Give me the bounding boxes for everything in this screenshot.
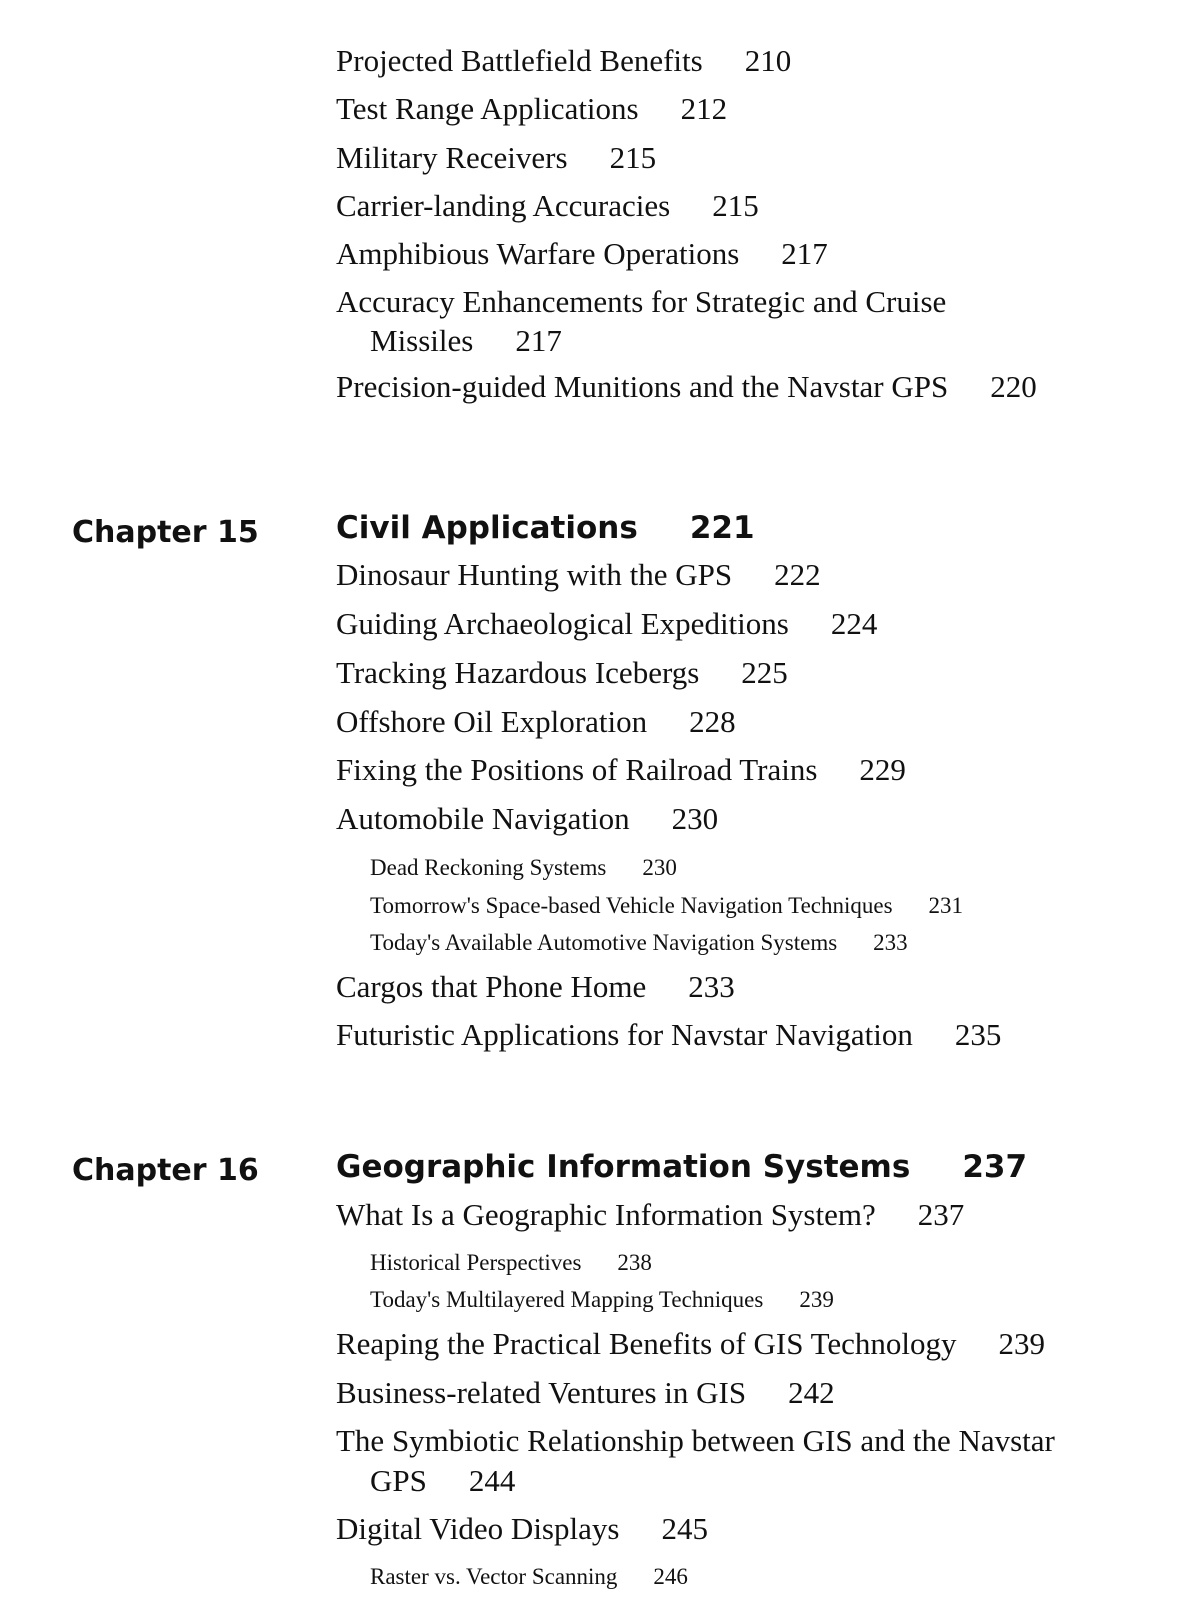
entry-title-continued: Missiles <box>370 323 474 358</box>
toc-subentry <box>370 853 677 883</box>
entry-page: 239 <box>998 1326 1046 1361</box>
entry-page: 246 <box>653 1564 688 1589</box>
chapter-15-label: Chapter 15 <box>72 515 259 550</box>
toc-entry <box>336 703 736 741</box>
entry-page: 217 <box>515 323 562 358</box>
entry-page: 238 <box>617 1250 652 1275</box>
entry-page: 237 <box>917 1197 965 1232</box>
entry-title: Projected Battlefield Benefits <box>336 43 703 78</box>
entry-page: 230 <box>642 855 677 880</box>
toc-subentry <box>370 1562 688 1592</box>
toc-entry <box>336 1510 708 1548</box>
entry-title: Carrier-landing Accuracies <box>336 188 671 223</box>
entry-title: Dinosaur Hunting with the GPS <box>336 557 733 592</box>
entry-title: Tomorrow's Space-based Vehicle Navigation Techniques <box>370 893 893 918</box>
entry-title: Precision-guided Munitions and the Navstar GPS <box>336 369 949 404</box>
entry-page: 233 <box>873 930 908 955</box>
toc-entry <box>336 235 828 273</box>
toc-entry <box>336 368 1037 406</box>
toc-entry <box>336 556 821 594</box>
toc-entry <box>336 1016 1001 1054</box>
entry-title: Historical Perspectives <box>370 1250 582 1275</box>
entry-title: What Is a Geographic Information System? <box>336 1197 876 1232</box>
entry-page: 215 <box>609 140 657 175</box>
entry-title-continued: GPS <box>370 1463 427 1498</box>
entry-page: 239 <box>799 1287 834 1312</box>
entry-title: Military Receivers <box>336 140 568 175</box>
entry-page: 231 <box>928 893 964 918</box>
toc-entry <box>336 90 727 128</box>
entry-title: Tracking Hazardous Icebergs <box>336 655 700 690</box>
toc-entry <box>336 654 788 692</box>
entry-page: 220 <box>990 369 1037 404</box>
toc-entry <box>336 283 946 321</box>
entry-title: Dead Reckoning Systems <box>370 855 607 880</box>
entry-title: Business-related Ventures in GIS <box>336 1375 747 1410</box>
entry-page: 215 <box>712 188 759 223</box>
entry-page: 222 <box>774 557 821 592</box>
entry-title: Guiding Archaeological Expeditions <box>336 606 789 641</box>
toc-entry-continuation <box>370 322 562 360</box>
toc-entry <box>336 42 791 80</box>
entry-page: 245 <box>661 1511 708 1546</box>
entry-page: 224 <box>830 606 878 641</box>
chapter-title: Civil Applications <box>336 510 638 546</box>
entry-page: 225 <box>741 655 788 690</box>
chapter-page: 221 <box>689 510 755 546</box>
toc-entry <box>336 968 735 1006</box>
chapter-16-heading <box>336 1148 1027 1186</box>
chapter-15-heading <box>336 509 755 547</box>
toc-subentry <box>370 1248 652 1278</box>
toc-entry <box>336 1325 1045 1363</box>
chapter-16-label: Chapter 16 <box>72 1153 259 1188</box>
entry-page: 217 <box>781 236 828 271</box>
entry-page: 244 <box>468 1463 516 1498</box>
toc-subentry <box>370 1285 834 1315</box>
entry-page: 229 <box>859 752 906 787</box>
toc-entry <box>336 605 877 643</box>
entry-title: The Symbiotic Relationship between GIS and the Navstar <box>336 1423 1055 1458</box>
toc-entry <box>336 139 656 177</box>
entry-page: 210 <box>744 43 792 78</box>
chapter-title: Geographic Information Systems <box>336 1149 911 1185</box>
entry-title: Offshore Oil Exploration <box>336 704 648 739</box>
toc-subentry <box>370 928 908 958</box>
toc-entry-continuation <box>370 1462 515 1500</box>
entry-title: Amphibious Warfare Operations <box>336 236 740 271</box>
entry-title: Digital Video Displays <box>336 1511 620 1546</box>
entry-page: 235 <box>954 1017 1002 1052</box>
toc-entry <box>336 1196 964 1234</box>
entry-page: 212 <box>680 91 728 126</box>
entry-title: Test Range Applications <box>336 91 639 126</box>
entry-title: Accuracy Enhancements for Strategic and Cruise <box>336 284 947 319</box>
entry-page: 233 <box>688 969 735 1004</box>
toc-subentry <box>370 891 963 921</box>
entry-title: Today's Available Automotive Navigation Systems <box>370 930 838 955</box>
entry-title: Raster vs. Vector Scanning <box>370 1564 618 1589</box>
entry-title: Today's Multilayered Mapping Techniques <box>370 1287 764 1312</box>
toc-entry <box>336 187 759 225</box>
entry-title: Automobile Navigation <box>336 801 630 836</box>
entry-title: Reaping the Practical Benefits of GIS Technology <box>336 1326 957 1361</box>
entry-title: Futuristic Applications for Navstar Navigation <box>336 1017 913 1052</box>
entry-page: 242 <box>788 1375 835 1410</box>
entry-title: Fixing the Positions of Railroad Trains <box>336 752 818 787</box>
toc-entry <box>336 751 906 789</box>
toc-entry <box>336 1422 1055 1460</box>
toc-entry <box>336 1374 835 1412</box>
entry-title: Cargos that Phone Home <box>336 969 647 1004</box>
chapter-page: 237 <box>962 1149 1028 1185</box>
entry-page: 228 <box>689 704 736 739</box>
toc-entry <box>336 800 718 838</box>
entry-page: 230 <box>671 801 719 836</box>
